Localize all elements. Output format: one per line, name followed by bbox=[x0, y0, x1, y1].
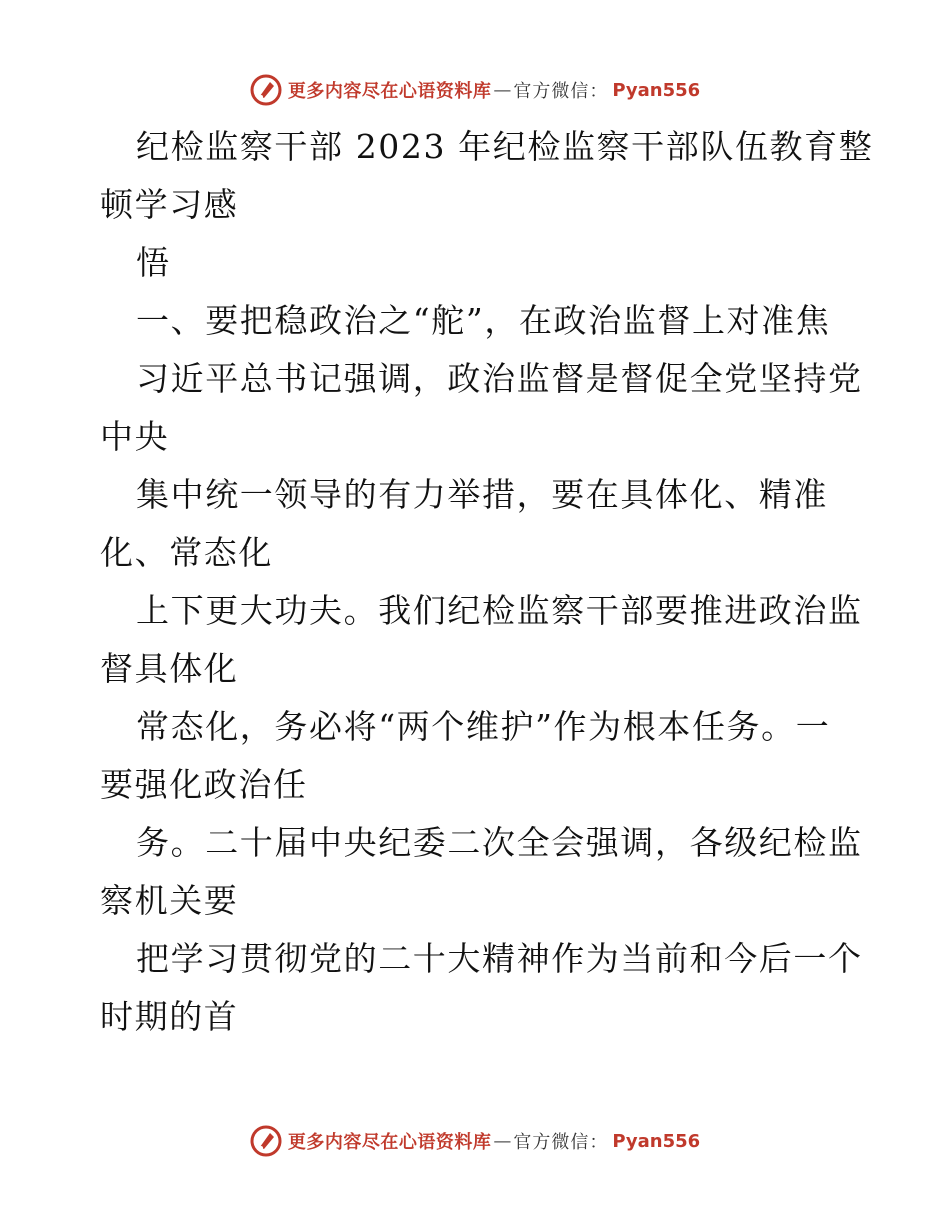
title-line-2: 顿学习感 bbox=[100, 185, 239, 224]
pen-nib-logo-icon bbox=[250, 1125, 282, 1157]
paragraph-line: 中央 bbox=[100, 417, 170, 456]
banner-title: 更多内容尽在心语资料库 bbox=[287, 81, 492, 102]
paragraph-line: 督具体化 bbox=[100, 649, 239, 688]
paragraph-line: 化、常态化 bbox=[100, 533, 273, 572]
banner-dash: — bbox=[493, 79, 512, 101]
footer-banner bbox=[0, 1123, 950, 1159]
section-heading: 一、要把稳政治之“舵”，在政治监督上对准焦 bbox=[136, 301, 831, 340]
banner-dash: — bbox=[493, 1130, 512, 1152]
paragraph-line: 上下更大功夫。我们纪检监察干部要推进政治监 bbox=[136, 591, 863, 630]
paragraph-line: 要强化政治任 bbox=[100, 765, 308, 804]
banner-wechat-label: 官方微信： bbox=[513, 81, 609, 102]
paragraph-line: 常态化，务必将“两个维护”作为根本任务。一 bbox=[136, 707, 831, 746]
paragraph-line: 习近平总书记强调，政治监督是督促全党坚持党 bbox=[136, 359, 863, 398]
banner-wechat-id: Pyan556 bbox=[612, 79, 701, 101]
title-line-1: 纪检监察干部 2023 年纪检监察干部队伍教育整 bbox=[136, 127, 874, 166]
title-line-3: 悟 bbox=[136, 243, 171, 282]
pen-nib-logo-icon bbox=[250, 74, 282, 106]
paragraph-line: 集中统一领导的有力举措，要在具体化、精准 bbox=[136, 475, 828, 514]
paragraph-line: 时期的首 bbox=[100, 997, 239, 1036]
document-body bbox=[100, 118, 874, 1046]
paragraph-line: 务。二十届中央纪委二次全会强调，各级纪检监 bbox=[136, 823, 863, 862]
banner-wechat-label: 官方微信： bbox=[513, 1132, 609, 1153]
banner-wechat-id: Pyan556 bbox=[612, 1130, 701, 1152]
paragraph-line: 察机关要 bbox=[100, 881, 239, 920]
header-banner bbox=[0, 72, 950, 108]
paragraph-line: 把学习贯彻党的二十大精神作为当前和今后一个 bbox=[136, 939, 863, 978]
banner-title: 更多内容尽在心语资料库 bbox=[287, 1132, 492, 1153]
